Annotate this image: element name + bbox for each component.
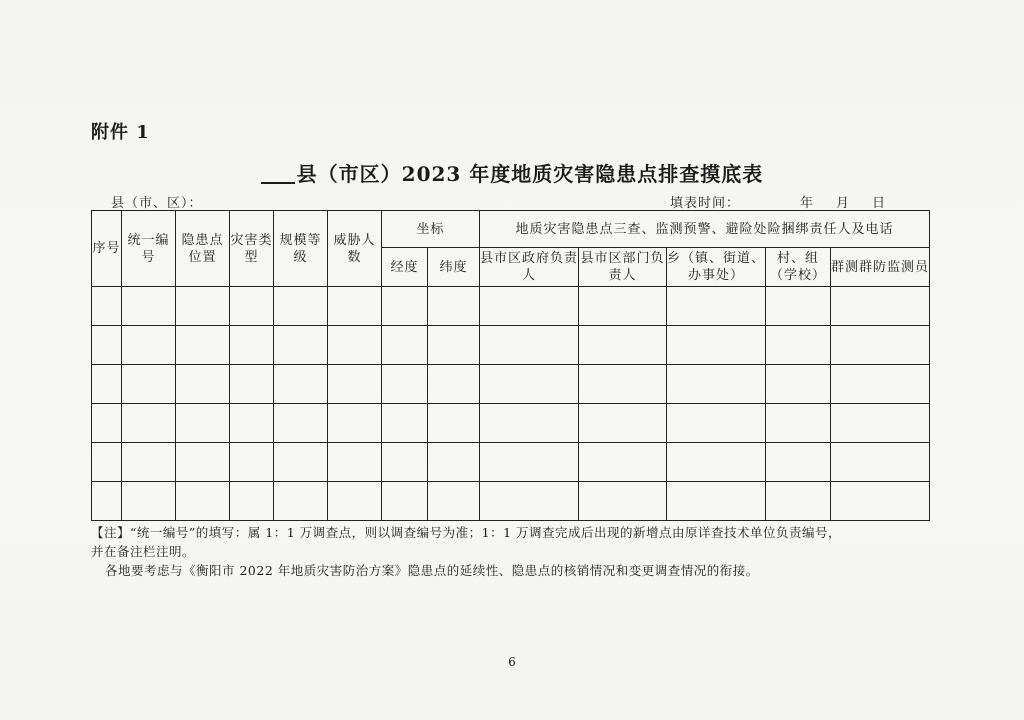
table-cell <box>766 326 831 365</box>
table-cell <box>428 443 480 482</box>
table-cell <box>274 443 328 482</box>
year-label: 年 <box>800 196 815 211</box>
table-cell <box>230 443 274 482</box>
notes-section <box>91 523 951 580</box>
table-cell <box>176 326 230 365</box>
table-cell <box>480 404 579 443</box>
table-row <box>92 365 930 404</box>
table-cell <box>428 365 480 404</box>
table-cell <box>480 326 579 365</box>
table-cell <box>122 482 176 521</box>
col-header-seq: 序号 <box>92 211 122 287</box>
table-cell <box>831 482 930 521</box>
col-header-township: 乡（镇、街道、办事处） <box>667 248 766 287</box>
table-cell <box>176 287 230 326</box>
table-cell <box>831 365 930 404</box>
table-cell <box>428 287 480 326</box>
table-cell <box>122 287 176 326</box>
table-cell <box>122 326 176 365</box>
col-header-monitor: 群测群防监测员 <box>831 248 930 287</box>
table-cell <box>274 404 328 443</box>
fill-date-label: 填表时间： <box>670 196 741 211</box>
table-cell <box>382 404 428 443</box>
table-cell <box>176 443 230 482</box>
table-cell <box>382 443 428 482</box>
col-header-county-dept: 县市区部门负责人 <box>579 248 667 287</box>
table-cell <box>579 326 667 365</box>
county-field-label: 县（市、区）： <box>111 196 203 211</box>
table-cell <box>328 287 382 326</box>
title-blank-line <box>261 164 295 184</box>
table-cell <box>766 443 831 482</box>
table-cell <box>230 326 274 365</box>
note-line-1: 【注】“统一编号”的填写：属 1：1 万调查点，则以调查编号为准；1：1 万调查完成后出现的新增点由原详查技术单位负责编号， <box>91 525 842 540</box>
table-cell <box>579 365 667 404</box>
page-number: 6 <box>508 655 516 669</box>
col-header-latitude: 纬度 <box>428 248 480 287</box>
day-label: 日 <box>872 196 887 211</box>
table-cell <box>122 404 176 443</box>
survey-table <box>91 210 930 521</box>
table-cell <box>766 365 831 404</box>
table-cell <box>579 482 667 521</box>
col-header-village: 村、组（学校） <box>766 248 831 287</box>
table-cell <box>428 326 480 365</box>
table-row <box>92 443 930 482</box>
table-cell <box>328 326 382 365</box>
note-line-3: 各地要考虑与《衡阳市 2022 年地质灾害防治方案》隐患点的延续性、隐患点的核销情况和变更调查情况的衔接。 <box>105 563 759 578</box>
attachment-label: 附件 1 <box>91 122 150 143</box>
table-cell <box>831 326 930 365</box>
note-line-2: 并在备注栏注明。 <box>91 544 196 559</box>
table-cell <box>766 404 831 443</box>
table-cell <box>122 365 176 404</box>
table-cell <box>92 482 122 521</box>
table-cell <box>230 482 274 521</box>
table-cell <box>92 404 122 443</box>
table-cell <box>831 287 930 326</box>
table-cell <box>480 365 579 404</box>
col-header-scale-level: 规模等级 <box>274 211 328 287</box>
page-title <box>0 158 1024 187</box>
table-cell <box>667 443 766 482</box>
month-label: 月 <box>836 196 851 211</box>
col-header-responsible-persons: 地质灾害隐患点三查、监测预警、避险处险捆绑责任人及电话 <box>480 211 930 248</box>
table-cell <box>382 287 428 326</box>
table-row <box>92 287 930 326</box>
table-cell <box>328 443 382 482</box>
table-cell <box>382 482 428 521</box>
table-cell <box>667 326 766 365</box>
table-row <box>92 326 930 365</box>
table-cell <box>230 365 274 404</box>
table-cell <box>667 482 766 521</box>
table-cell <box>480 287 579 326</box>
table-cell <box>328 482 382 521</box>
col-header-unified-code: 统一编号 <box>122 211 176 287</box>
table-cell <box>480 443 579 482</box>
title-text: 县（市区）2023 年度地质灾害隐患点排查摸底表 <box>296 162 764 186</box>
col-header-county-gov: 县市区政府负责人 <box>480 248 579 287</box>
table-cell <box>579 443 667 482</box>
table-cell <box>92 287 122 326</box>
table-cell <box>667 365 766 404</box>
col-header-longitude: 经度 <box>382 248 428 287</box>
table-cell <box>176 482 230 521</box>
table-cell <box>328 365 382 404</box>
table-cell <box>328 404 382 443</box>
table-cell <box>428 404 480 443</box>
table-cell <box>176 404 230 443</box>
table-cell <box>831 443 930 482</box>
col-header-disaster-type: 灾害类型 <box>230 211 274 287</box>
table-cell <box>766 482 831 521</box>
fill-date-field <box>670 192 886 211</box>
table-cell <box>274 365 328 404</box>
table-cell <box>667 287 766 326</box>
table-cell <box>382 365 428 404</box>
col-header-location: 隐患点位置 <box>176 211 230 287</box>
table-cell <box>230 287 274 326</box>
table-cell <box>92 326 122 365</box>
table-cell <box>831 404 930 443</box>
table-cell <box>274 482 328 521</box>
table-cell <box>579 404 667 443</box>
table-cell <box>274 287 328 326</box>
col-header-coordinates: 坐标 <box>382 211 480 248</box>
table-cell <box>480 482 579 521</box>
table-cell <box>667 404 766 443</box>
table-cell <box>766 287 831 326</box>
table-row <box>92 404 930 443</box>
table-cell <box>92 365 122 404</box>
table-cell <box>230 404 274 443</box>
table-cell <box>122 443 176 482</box>
table-cell <box>92 443 122 482</box>
col-header-threatened-people: 威胁人数 <box>328 211 382 287</box>
table-cell <box>382 326 428 365</box>
table-cell <box>176 365 230 404</box>
table-cell <box>428 482 480 521</box>
table-cell <box>274 326 328 365</box>
table-row <box>92 482 930 521</box>
table-cell <box>579 287 667 326</box>
